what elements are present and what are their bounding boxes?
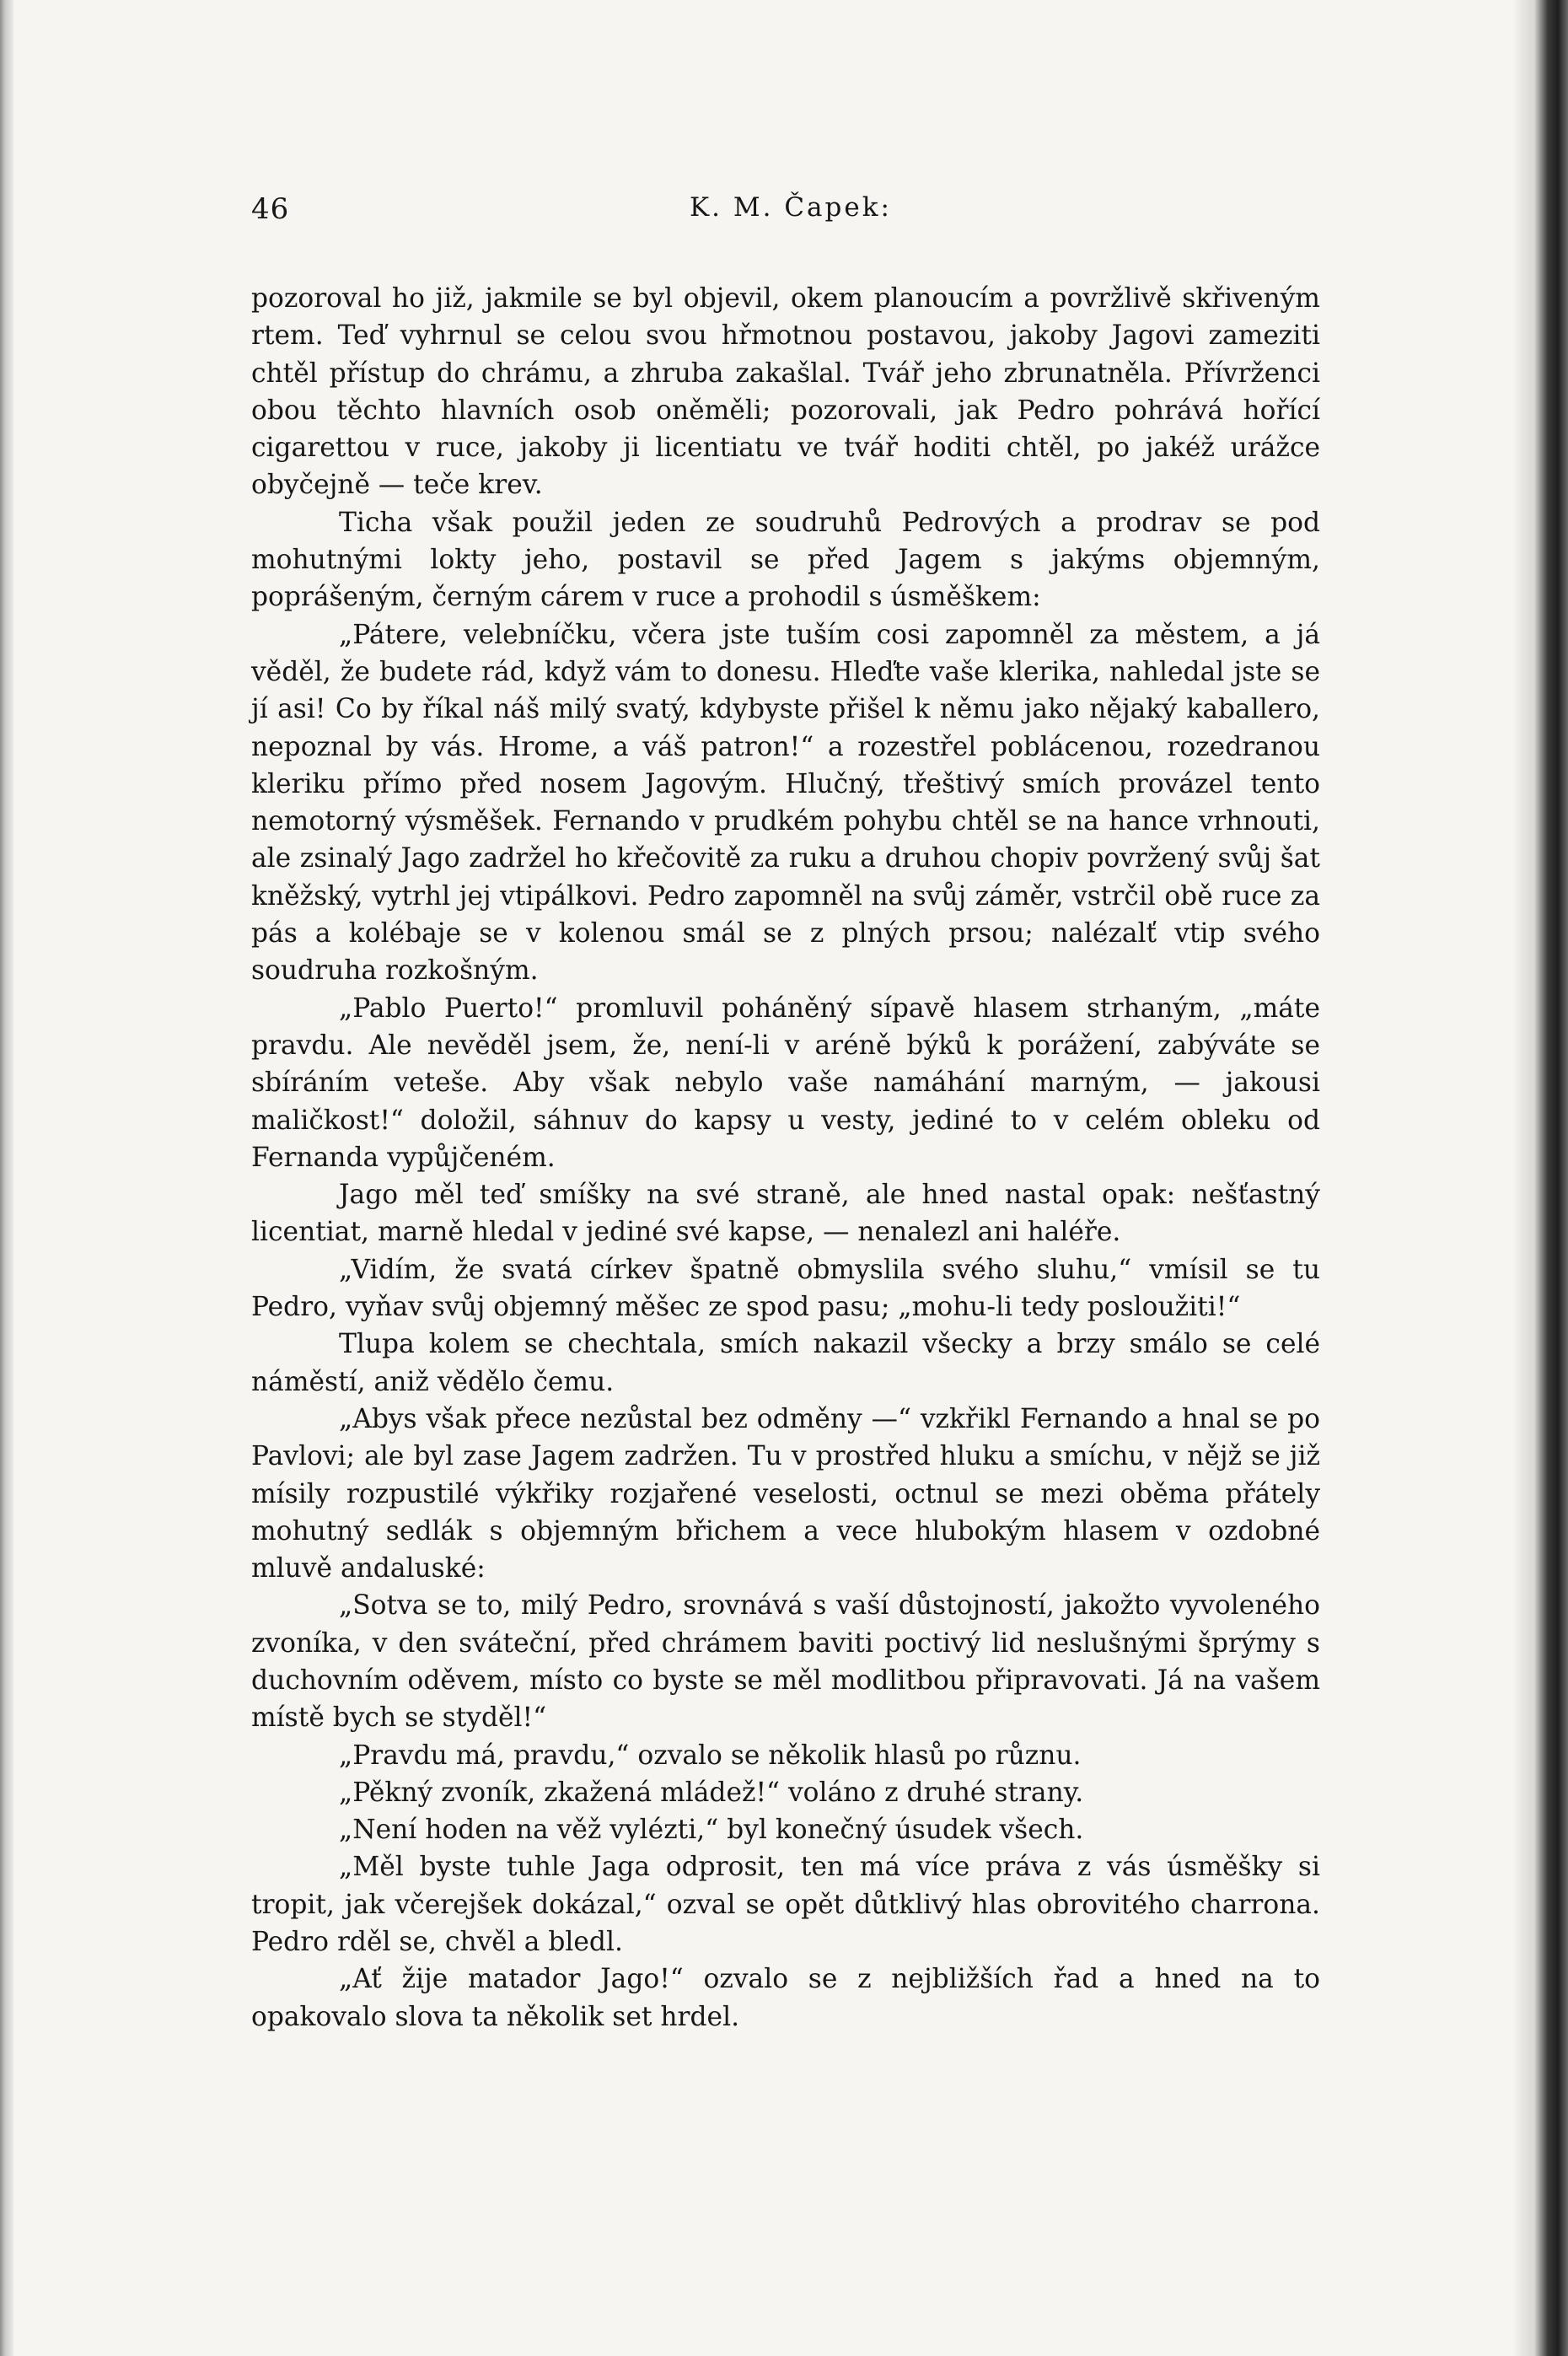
scan-right-edge (1514, 0, 1568, 2356)
scan-left-edge (0, 0, 13, 2356)
paragraph-14: „Ať žije matador Jago!“ ozvalo se z nejbližších řad a hned na to opakovalo slova ta několik set hrdel. (251, 1964, 1320, 2032)
paragraph-9: „Sotva se to, milý Pedro, srovnává s vaší důstojností, jakožto vyvoleného zvoníka, v den sváteční, před chrámem baviti poctivý lid neslušnými šprýmy s duchovním oděvem, místo co byste se měl modlitbou připravovati. Já na vašem místě bych se styděl!“ (251, 1590, 1320, 1734)
paragraph-7: Tlupa kolem se chechtala, smích nakazil všecky a brzy smálo se celé náměstí, aniž vědělo čemu. (251, 1329, 1320, 1397)
page-number: 46 (251, 192, 290, 226)
paragraph-1: pozoroval ho již, jakmile se byl objevil, okem planoucím a povržlivě skřiveným rtem. Teď vyhrnul se celou svou hřmotnou postavou, jakoby Jagovi zameziti chtěl přístup do chrámu, a zhruba zakašlal. Tvář jeho zbrunatněla. Přívrženci obou těchto hlavních osob oněměli; pozorovali, jak Pedro pohrává hořící cigarettou v ruce, jakoby ji licentiatu ve tvář hoditi chtěl, po jakéž urážce obyčejně — teče krev. (251, 283, 1320, 501)
running-head (251, 192, 1320, 243)
paragraph-2: Ticha však použil jeden ze soudruhů Pedrových a prodrav se pod mohutnými lokty jeho, postavil se před Jagem s jakýms objemným, poprášeným, černým cárem v ruce a prohodil s úsměškem: (251, 507, 1320, 613)
paragraph-13: „Měl byste tuhle Jaga odprosit, ten má více práva z vás úsměšky si tropit, jak včerejšek dokázal,“ ozval se opět důtklivý hlas obrovitého charrona. Pedro rděl se, chvěl a bledl. (251, 1852, 1320, 1958)
book-page (251, 192, 1320, 2036)
paragraph-10: „Pravdu má, pravdu,“ ozvalo se několik hlasů po různu. (339, 1740, 1082, 1771)
paragraph-3: „Pátere, velebníčku, včera jste tuším cosi zapomněl za městem, a já věděl, že budete rád, když vám to donesu. Hleďte vaše klerika, nahledal jste se jí asi! Co by říkal náš milý svatý, kdybyste přišel k němu jako nějaký kaballero, nepoznal by vás. Hrome, a váš patron!“ a rozestřel poblácenou, rozedranou kleriku přímo před nosem Jagovým. Hlučný, třeštivý smích provázel tento nemotorný výsměšek. Fernando v prudkém pohybu chtěl se na hance vrhnouti, ale zsinalý Jago zadržel ho křečovitě za ruku a druhou chopiv povržený svůj šat kněžský, vytrhl jej vtipálkovi. Pedro zapomněl na svůj záměr, vstrčil obě ruce za pás a kolébaje se v kolenou smál se z plných prsou; nalézalť vtip svého soudruha rozkošným. (251, 619, 1320, 987)
paragraph-11: „Pěkný zvoník, zkažená mládež!“ voláno z druhé strany. (339, 1777, 1084, 1808)
paragraph-8: „Abys však přece nezůstal bez odměny —“ vzkřikl Fernando a hnal se po Pavlovi; ale byl zase Jagem zadržen. Tu v prostřed hluku a smíchu, v nějž se již mísily rozpustilé výkřiky rozjařené veselosti, octnul se mezi oběma přátely mohutný sedlák s objemným břichem a vece hlubokým hlasem v ozdobné mluvě andaluské: (251, 1403, 1320, 1584)
paragraph-5: Jago měl teď smíšky na své straně, ale hned nastal opak: nešťastný licentiat, marně hledal v jediné své kapse, — nenalezl ani haléře. (251, 1180, 1320, 1248)
paragraph-6: „Vidím, že svatá církev špatně obmyslila svého sluhu,“ vmísil se tu Pedro, vyňav svůj objemný měšec ze spod pasu; „mohu-li tedy posloužiti!“ (251, 1254, 1320, 1323)
paragraph-12: „Není hoden na věž vylézti,“ byl konečný úsudek všech. (339, 1815, 1084, 1846)
paragraph-4: „Pablo Puerto!“ promluvil poháněný sípavě hlasem strhaným, „máte pravdu. Ale nevěděl jsem, že, není-li v aréně býků k porážení, zabýváte se sbíráním veteše. Aby však nebylo vaše namáhání marným, — jakousi maličkost!“ doložil, sáhnuv do kapsy u vesty, jediné to v celém obleku od Fernanda vypůjčeném. (251, 992, 1320, 1173)
running-title: K. M. Čapek: (690, 192, 892, 223)
body-text (251, 280, 1320, 2036)
